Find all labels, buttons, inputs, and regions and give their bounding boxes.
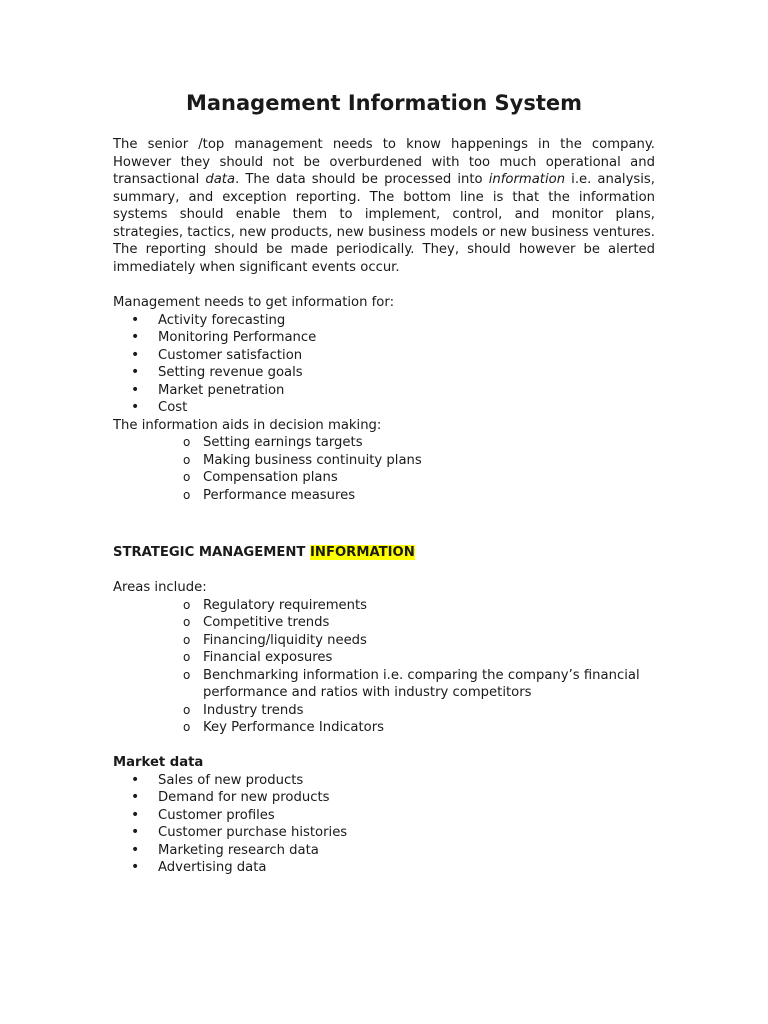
list-item: • Customer purchase histories	[113, 824, 655, 842]
strategic-heading-text: STRATEGIC MANAGEMENT	[113, 545, 310, 560]
list-item: • Customer satisfaction	[113, 347, 655, 365]
list-item: • Demand for new products	[113, 789, 655, 807]
market-section	[113, 754, 655, 877]
areas-lead: Areas include:	[113, 580, 207, 595]
list-item: • Monitoring Performance	[113, 329, 655, 347]
needs-section	[113, 294, 655, 504]
list-item: • Sales of new products	[113, 772, 655, 790]
section-heading-market: Market data	[113, 755, 204, 770]
list-item: o Benchmarking information i.e. comparing the company’s financial performance and ratios with industry competitors	[113, 667, 655, 702]
list-item: o Key Performance Indicators	[113, 719, 655, 737]
intro-paragraph	[113, 136, 655, 276]
list-item: o Competitive trends	[113, 614, 655, 632]
list-item: • Customer profiles	[113, 807, 655, 825]
strategic-heading-highlight: INFORMATION	[310, 545, 415, 560]
list-item: o Making business continuity plans	[113, 452, 655, 470]
needs-lead: Management needs to get information for:	[113, 295, 395, 310]
intro-text-3: i.e. analysis, summary, and exception reporting. The bottom line is that the information systems should enable them to implement, control, and monitor plans, strategies, tactics, new products, new business models or new business ventures. The reporting should be made periodically. They, should however be alerted immediately when significant events occur.	[113, 172, 655, 275]
decision-list	[113, 434, 655, 504]
list-item: o Performance measures	[113, 487, 655, 505]
market-list	[113, 772, 655, 877]
list-item: • Advertising data	[113, 859, 655, 877]
areas-list	[113, 597, 655, 737]
list-item: o Setting earnings targets	[113, 434, 655, 452]
list-item: • Marketing research data	[113, 842, 655, 860]
list-item: o Financing/liquidity needs	[113, 632, 655, 650]
list-item: o Financial exposures	[113, 649, 655, 667]
list-item: • Market penetration	[113, 382, 655, 400]
strategic-section	[113, 544, 655, 562]
list-item: o Industry trends	[113, 702, 655, 720]
intro-text-1: The senior /top management needs to know happenings in the company. However they should not be overburdened with too much operational and transactional	[113, 137, 655, 187]
intro-text-2: . The data should be processed into	[235, 172, 489, 187]
list-item: o Regulatory requirements	[113, 597, 655, 615]
page-title: Management Information System	[185, 91, 583, 115]
list-item: • Cost	[113, 399, 655, 417]
list-item: o Compensation plans	[113, 469, 655, 487]
areas-section	[113, 579, 655, 737]
list-item: • Activity forecasting	[113, 312, 655, 330]
list-item: • Setting revenue goals	[113, 364, 655, 382]
intro-data-word: data	[205, 172, 236, 187]
intro-information-word: information	[488, 172, 566, 187]
needs-list	[113, 312, 655, 417]
section-heading-strategic	[113, 544, 655, 562]
decision-lead: The information aids in decision making:	[113, 417, 382, 433]
